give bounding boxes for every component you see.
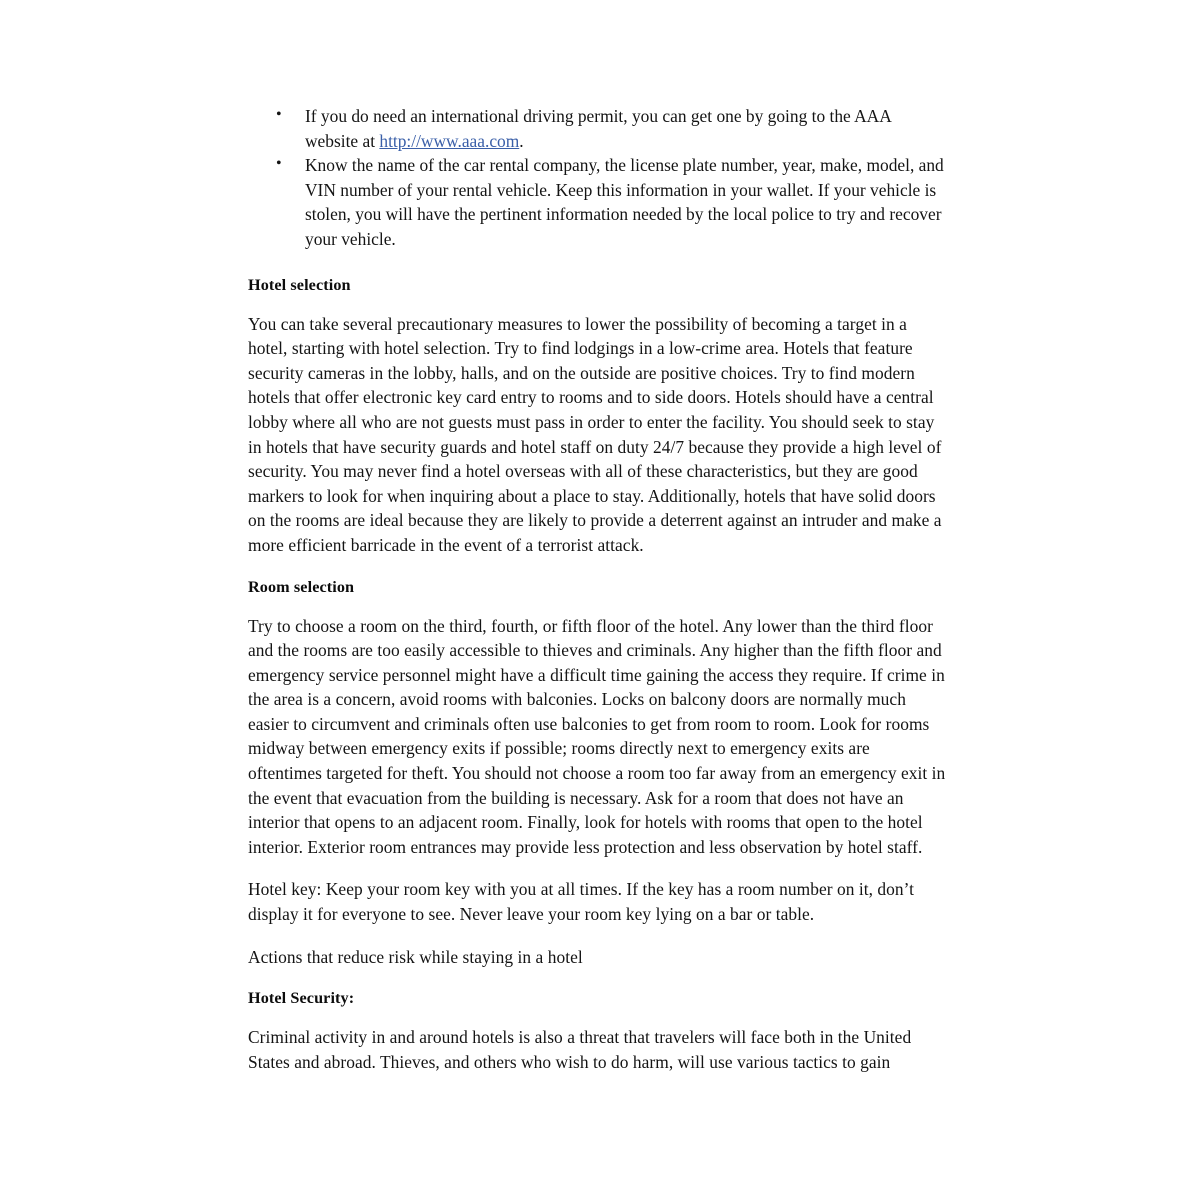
bullet-text-before-link: If you do need an international driving permit, you can get one by going to the AAA website at [305,106,891,151]
paragraph-room-selection: Try to choose a room on the third, fourth, or fifth floor of the hotel. Any lower than the third floor and the rooms are too easily accessible to thieves and criminals. Any higher than the fifth floor and emergency service personnel might have a difficult time gaining the access they require. If crime in the area is a concern, avoid rooms with balconies. Locks on balcony doors are normally much easier to circumvent and criminals often use balconies to get from room to room. Look for rooms midway between emergency exits if possible; rooms directly next to emergency exits are oftentimes targeted for theft. You should not choose a room too far away from an emergency exit in the event that evacuation from the building is necessary. Ask for a room that does not have an interior that opens to an adjacent room. Finally, look for hotels with rooms that open to the hotel interior. Exterior room entrances may provide less protection and less observation by hotel staff. [248,615,946,857]
aaa-website-link[interactable]: http://www.aaa.com [379,130,520,151]
bullet-text-after-link: . [519,130,524,151]
list-item [248,104,948,153]
bullet-list [248,104,948,252]
heading-hotel-selection: Hotel selection [248,275,351,294]
heading-room-selection: Room selection [248,577,355,596]
bullet-text: Know the name of the car rental company, the license plate number, year, make, model, and VIN number of your rental vehicle. Keep this information in your wallet. If your vehicle is stolen, you will have the pertinent information needed by the local police to try and recover your vehicle. [305,155,944,249]
paragraph-hotel-security: Criminal activity in and around hotels is also a threat that travelers will face both in the United States and abroad. Thieves, and others who wish to do harm, will use various tactics to gain [248,1027,912,1072]
paragraph-hotel-key: Hotel key: Keep your room key with you at all times. If the key has a room number on it, don’t display it for everyone to see. Never leave your room key lying on a bar or table. [248,879,915,925]
paragraph-actions-reduce-risk: Actions that reduce risk while staying in a hotel [248,946,583,967]
list-item [248,153,948,251]
bullet-marker: • [276,106,282,123]
heading-hotel-security: Hotel Security: [248,989,355,1008]
text-column [248,104,948,1092]
paragraph-hotel-selection: You can take several precautionary measures to lower the possibility of becoming a target in a hotel, starting with hotel selection. Try to find lodgings in a low-crime area. Hotels that feature security cameras in the lobby, halls, and on the outside are positive choices. Try to find modern hotels that offer electronic key card entry to rooms and to side doors. Hotels should have a central lobby where all who are not guests must pass in order to enter the facility. You should seek to stay in hotels that have security guards and hotel staff on duty 24/7 because they provide a high level of security. You may never find a hotel overseas with all of these characteristics, but they are good markers to look for when inquiring about a place to stay. Additionally, hotels that have solid doors on the rooms are ideal because they are likely to provide a deterrent against an intruder and make a more efficient barricade in the event of a terrorist attack. [248,313,942,555]
bullet-marker: • [276,155,282,173]
